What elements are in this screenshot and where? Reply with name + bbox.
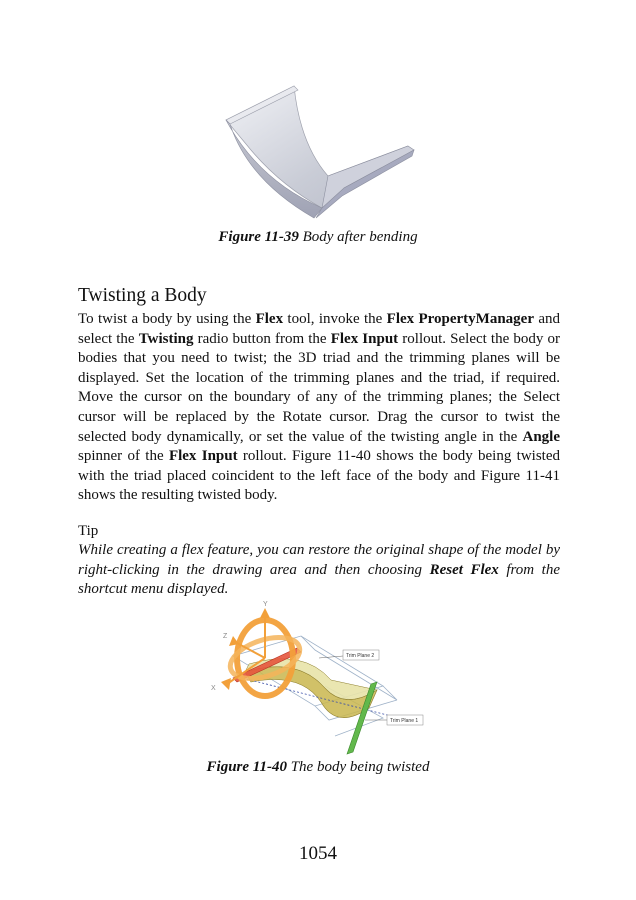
trim-plane-1-label: Trim Plane 1 [390, 718, 419, 724]
paragraph-text: To twist a body by using the [78, 311, 256, 327]
tip-body: from the shortcut menu displayed. [78, 561, 561, 597]
figure-caption-text: The body being twisted [286, 759, 430, 775]
figure-label: Figure 11-40 [206, 759, 287, 775]
term-angle: Angle [522, 428, 560, 445]
body-paragraph [78, 310, 560, 506]
section-heading: Twisting a Body [78, 285, 207, 306]
term-twisting: Twisting [138, 330, 194, 347]
term-flex: Flex [255, 311, 284, 327]
axis-z-label: Z [223, 633, 228, 640]
figure-caption-text: Body after bending [298, 229, 418, 245]
paragraph-text: spinner of the [78, 448, 169, 465]
tip-label: Tip [78, 523, 99, 539]
figure-label: Figure 11-39 [218, 229, 299, 245]
term-flex-propertymanager: Flex PropertyManager [386, 311, 534, 327]
page-number: 1054 [299, 843, 337, 864]
trim-plane-2-label: Trim Plane 2 [346, 653, 375, 659]
term-flex-input: Flex Input [330, 330, 399, 347]
axis-x-label: X [211, 685, 216, 692]
term-flex-input: Flex Input [168, 448, 238, 465]
paragraph-text: tool, invoke the [283, 311, 387, 327]
paragraph-text: rollout. Select the body or bodies that you need to twist; the 3D triad and the trimming planes will be displayed. Set the location of the trimming planes and the triad, if required. Move the cursor on the boundary of any of the trimming planes; the Select cursor will be replaced by the Rotate cursor. Drag the cursor to twist the selected body dynamically, or set the value of the twisting angle in the [78, 330, 560, 445]
paragraph-text: rollout. Figure 11-40 shows the body being twisted with the triad placed coincident to the left face of the body and Figure 11-41 shows the resulting twisted body. [78, 448, 560, 504]
axis-y-label: Y [263, 601, 268, 608]
paragraph-text: radio button from the [193, 330, 331, 347]
paragraph-text: and select the [78, 311, 560, 347]
tip-body: While creating a flex feature, you can restore the original shape of the model by right-clicking in the drawing area and then choosing [78, 542, 560, 578]
tip-text [78, 541, 560, 600]
figure-11-39-caption [0, 229, 636, 246]
figure-11-40-image [205, 598, 430, 756]
figure-11-40-caption [0, 759, 636, 776]
term-reset-flex: Reset Flex [429, 561, 499, 578]
figure-11-39-image [218, 84, 418, 224]
